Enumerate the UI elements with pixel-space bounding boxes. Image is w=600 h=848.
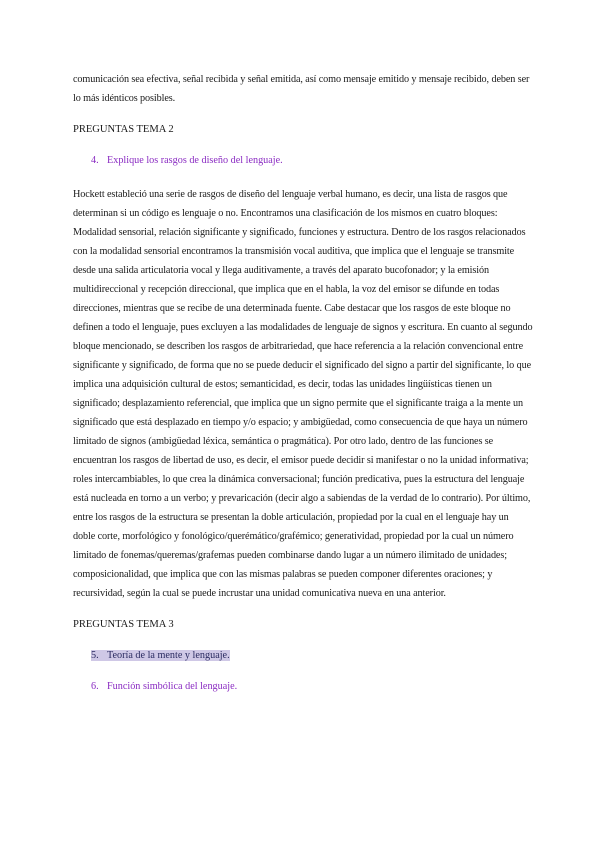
question-6-number: 6. (91, 681, 99, 692)
section-3-heading: PREGUNTAS TEMA 3 (73, 619, 174, 630)
question-4-number: 4. (91, 155, 99, 166)
answer-paragraph: Hockett estableció una serie de rasgos de diseño del lenguaje verbal humano, es decir, una lista de rasgos que determinan si un código es lenguaje o no. Encontramos una clasificación de los mismos en cuatro bloques: Modalidad sensorial, relación significante y significado, funciones y estructura. Dentro de los rasgos relacionados con la modalidad sensorial encontramos la transmisión vocal auditiva, que implica que el lenguaje se transmite desde una salida articulatoria vocal y llega auditivamente, a través del aparato bucofonador; y la emisión multidireccional y recepción direccional, que implica que en el habla, la voz del emisor se difunde en todas direcciones, mientras que se recibe de una determinada fuente. Cabe destacar que los rasgos de este bloque no definen a todo el lenguaje, pues excluyen a las modalidades de lenguaje de signos y escritura. En cuanto al segundo bloque mencionado, se describen los rasgos de arbitrariedad, que hace referencia a la relación convencional entre significante y significado, de forma que no se puede deducir el significado del signo a partir del significante, lo que implica una adquisición cultural de estos; semanticidad, es decir, todas las unidades lingüísticas tienen un significado; desplazamiento referencial, que implica que un signo permite que el significante traiga a la mente un significado que está desplazado en tiempo y/o espacio; y ambigüedad, como consecuencia de que haya un número limitado de signos (ambigüedad léxica, semántica o pragmática). Por otro lado, dentro de las funciones se encuentran los rasgos de libertad de uso, es decir, el emisor puede decidir si manifestar o no la unidad informativa; roles intercambiables, lo que crea la dinámica conversacional; función predicativa, pues la estructura del lenguaje está nucleada en torno a un verbo; y prevaricación (decir algo a sabiendas de la verdad de lo contrario). Por último, entre los rasgos de la estructura se presentan la doble articulación, propiedad por la cual en el lenguaje hay un doble corte, morfológico y fonológico/querémático/grafémico; generatividad, propiedad por la cual un número limitado de fonemas/queremas/grafemas pueden combinarse dando lugar a un número ilimitado de unidades; composicionalidad, que implica que con las mismas palabras se pueden componer diferentes oraciones; y recursividad, según la cual se puede incrustar una unidad comunicativa nueva en una anterior. (73, 189, 533, 599)
question-5-text: Teoría de la mente y lenguaje. (107, 650, 230, 661)
section-2-heading: PREGUNTAS TEMA 2 (73, 124, 174, 135)
intro-paragraph: comunicación sea efectiva, señal recibida y señal emitida, así como mensaje emitido y mensaje recibido, deben ser lo más idénticos posibles. (73, 74, 530, 104)
document-page (73, 70, 533, 696)
question-5-highlight (91, 650, 230, 661)
question-6 (73, 677, 533, 696)
question-4 (73, 151, 533, 170)
question-6-text: Función simbólica del lenguaje. (107, 681, 238, 692)
question-4-text: Explique los rasgos de diseño del lenguaje. (107, 155, 283, 166)
question-5 (73, 646, 533, 665)
question-5-number: 5. (91, 650, 99, 661)
